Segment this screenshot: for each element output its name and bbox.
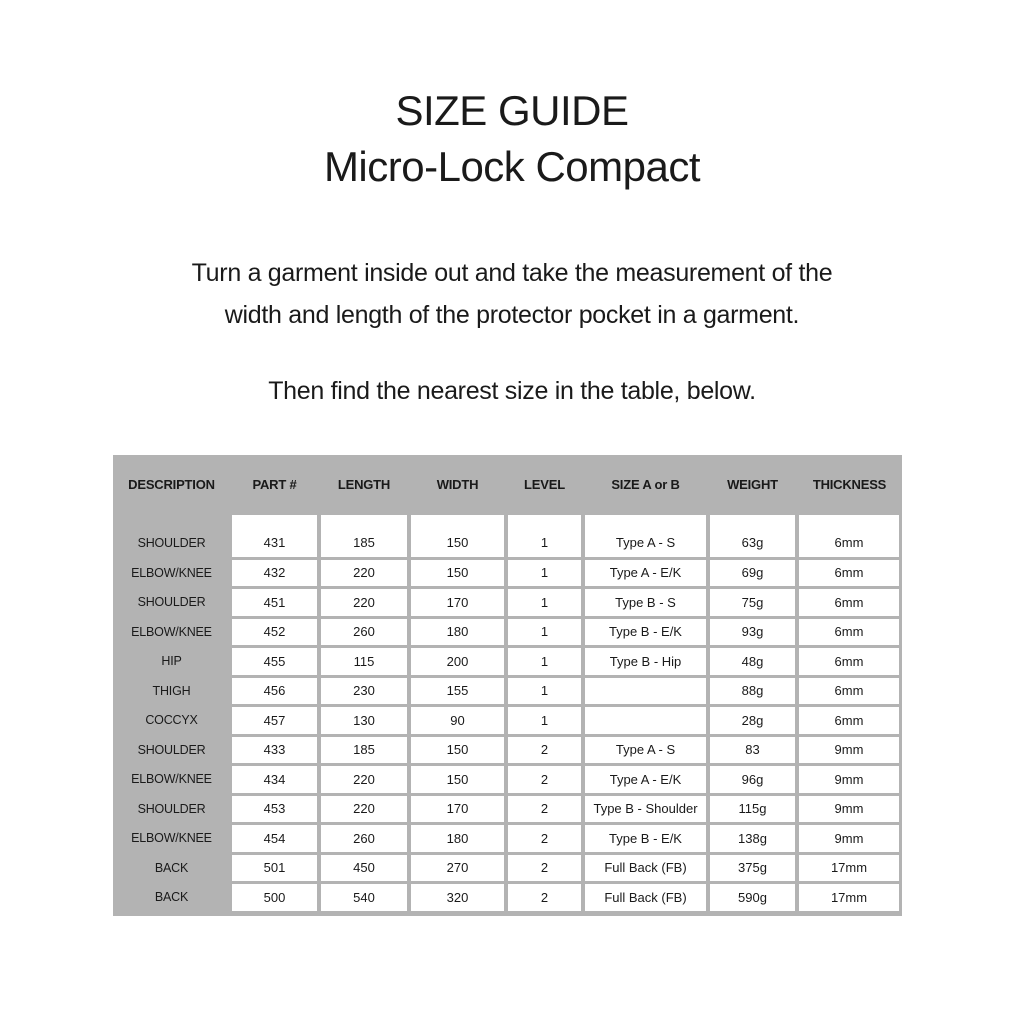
row-description: THIGH — [152, 683, 191, 698]
cell-part-number — [230, 794, 319, 824]
cell-size-a-or-b — [583, 513, 708, 558]
cell-value: 2 — [508, 766, 581, 793]
row-description: SHOULDER — [137, 535, 206, 550]
cell-value: 115 — [321, 648, 407, 675]
cell-value: 88g — [710, 678, 795, 705]
cell-size-a-or-b — [583, 588, 708, 618]
cell-value — [585, 707, 706, 734]
cell-value: 1 — [508, 560, 581, 587]
cell-value: 170 — [411, 589, 504, 616]
cell-thickness — [797, 676, 902, 706]
cell-value: 451 — [232, 589, 317, 616]
cell-value: 454 — [232, 825, 317, 852]
cell-level — [506, 794, 583, 824]
cell-value: Type B - E/K — [585, 825, 706, 852]
cell-value: 433 — [232, 737, 317, 764]
cell-value: 6mm — [799, 560, 899, 587]
cell-value: 2 — [508, 796, 581, 823]
cell-weight — [708, 706, 797, 736]
cell-size-a-or-b — [583, 706, 708, 736]
cell-width — [409, 676, 506, 706]
cell-value: 375g — [710, 855, 795, 882]
cell-value: 432 — [232, 560, 317, 587]
cell-size-a-or-b — [583, 558, 708, 588]
cell-value: 185 — [321, 737, 407, 764]
cell-part-number — [230, 558, 319, 588]
cell-level — [506, 617, 583, 647]
row-description: ELBOW/KNEE — [131, 565, 212, 580]
cell-size-a-or-b — [583, 617, 708, 647]
cell-value: 320 — [411, 884, 504, 911]
cell-value: 75g — [710, 589, 795, 616]
cell-length — [319, 883, 409, 913]
cell-value: 155 — [411, 678, 504, 705]
cell-value: Type B - E/K — [585, 619, 706, 646]
cell-value: 220 — [321, 560, 407, 587]
cell-width — [409, 647, 506, 677]
cell-value: 83 — [710, 737, 795, 764]
cell-value: 63g — [710, 515, 795, 557]
find-size-text: Then find the nearest size in the table, below. — [268, 377, 756, 405]
cell-value: Type A - S — [585, 515, 706, 557]
cell-weight — [708, 853, 797, 883]
cell-value: 220 — [321, 766, 407, 793]
cell-value: 2 — [508, 855, 581, 882]
cell-size-a-or-b — [583, 765, 708, 795]
cell-length — [319, 824, 409, 854]
cell-length — [319, 794, 409, 824]
cell-part-number — [230, 765, 319, 795]
cell-weight — [708, 824, 797, 854]
cell-value: 17mm — [799, 855, 899, 882]
cell-value: 260 — [321, 825, 407, 852]
cell-value: 2 — [508, 737, 581, 764]
cell-thickness — [797, 513, 902, 558]
cell-size-a-or-b — [583, 794, 708, 824]
cell-thickness — [797, 558, 902, 588]
cell-level — [506, 824, 583, 854]
row-description: BACK — [154, 860, 189, 875]
cell-weight — [708, 676, 797, 706]
cell-width — [409, 617, 506, 647]
cell-value: 90 — [411, 707, 504, 734]
cell-size-a-or-b — [583, 824, 708, 854]
cell-value: 150 — [411, 737, 504, 764]
cell-thickness — [797, 853, 902, 883]
cell-value: 48g — [710, 648, 795, 675]
cell-value: 1 — [508, 707, 581, 734]
cell-value: 6mm — [799, 707, 899, 734]
cell-part-number — [230, 883, 319, 913]
row-description: SHOULDER — [137, 801, 206, 816]
cell-part-number — [230, 735, 319, 765]
cell-value: Full Back (FB) — [585, 855, 706, 882]
cell-value: 150 — [411, 515, 504, 557]
cell-value: 9mm — [799, 766, 899, 793]
cell-value: 500 — [232, 884, 317, 911]
cell-weight — [708, 794, 797, 824]
cell-weight — [708, 883, 797, 913]
page-title: SIZE GUIDE — [395, 87, 629, 134]
cell-value: 501 — [232, 855, 317, 882]
cell-thickness — [797, 794, 902, 824]
cell-value: Full Back (FB) — [585, 884, 706, 911]
column-header-part-number: PART # — [252, 476, 297, 492]
cell-weight — [708, 513, 797, 558]
cell-value: Type B - S — [585, 589, 706, 616]
cell-value: 150 — [411, 560, 504, 587]
cell-length — [319, 676, 409, 706]
cell-value: Type A - E/K — [585, 766, 706, 793]
cell-length — [319, 765, 409, 795]
cell-weight — [708, 647, 797, 677]
cell-thickness — [797, 883, 902, 913]
cell-value: 28g — [710, 707, 795, 734]
cell-level — [506, 513, 583, 558]
row-description: ELBOW/KNEE — [131, 624, 212, 639]
cell-value: 180 — [411, 619, 504, 646]
row-description: COCCYX — [145, 713, 198, 728]
cell-length — [319, 735, 409, 765]
cell-value: 1 — [508, 589, 581, 616]
cell-value: 450 — [321, 855, 407, 882]
cell-value: 270 — [411, 855, 504, 882]
column-header-width: WIDTH — [436, 476, 479, 492]
cell-value: 130 — [321, 707, 407, 734]
cell-width — [409, 588, 506, 618]
row-description: BACK — [154, 890, 189, 905]
cell-part-number — [230, 706, 319, 736]
cell-level — [506, 588, 583, 618]
cell-value: 453 — [232, 796, 317, 823]
cell-value: 1 — [508, 619, 581, 646]
cell-thickness — [797, 765, 902, 795]
cell-level — [506, 676, 583, 706]
cell-value: 6mm — [799, 648, 899, 675]
row-description: ELBOW/KNEE — [131, 831, 212, 846]
cell-length — [319, 853, 409, 883]
cell-thickness — [797, 647, 902, 677]
cell-weight — [708, 617, 797, 647]
cell-part-number — [230, 513, 319, 558]
column-header-length: LENGTH — [337, 476, 391, 492]
cell-width — [409, 558, 506, 588]
cell-width — [409, 853, 506, 883]
cell-weight — [708, 558, 797, 588]
cell-level — [506, 647, 583, 677]
column-header-description: DESCRIPTION — [128, 476, 215, 492]
cell-part-number — [230, 853, 319, 883]
cell-size-a-or-b — [583, 647, 708, 677]
instruction-line-1: Turn a garment inside out and take the measurement of the — [191, 259, 833, 287]
cell-part-number — [230, 676, 319, 706]
cell-level — [506, 558, 583, 588]
cell-value: 6mm — [799, 619, 899, 646]
row-description: HIP — [161, 654, 182, 669]
row-description: SHOULDER — [137, 742, 206, 757]
column-header-thickness: THICKNESS — [812, 476, 887, 492]
cell-size-a-or-b — [583, 676, 708, 706]
cell-size-a-or-b — [583, 735, 708, 765]
cell-value: 9mm — [799, 737, 899, 764]
cell-value: 457 — [232, 707, 317, 734]
cell-value: 138g — [710, 825, 795, 852]
cell-value: 6mm — [799, 678, 899, 705]
cell-length — [319, 706, 409, 736]
cell-level — [506, 883, 583, 913]
cell-value: 230 — [321, 678, 407, 705]
cell-value: 431 — [232, 515, 317, 557]
cell-width — [409, 824, 506, 854]
page-subtitle: Micro-Lock Compact — [323, 143, 701, 190]
cell-value: 2 — [508, 884, 581, 911]
cell-value: Type A - E/K — [585, 560, 706, 587]
cell-weight — [708, 588, 797, 618]
row-description: SHOULDER — [137, 595, 206, 610]
cell-value: 2 — [508, 825, 581, 852]
cell-value: 260 — [321, 619, 407, 646]
cell-value: 9mm — [799, 796, 899, 823]
cell-thickness — [797, 735, 902, 765]
cell-value — [585, 678, 706, 705]
cell-weight — [708, 735, 797, 765]
cell-value: 180 — [411, 825, 504, 852]
cell-length — [319, 588, 409, 618]
cell-width — [409, 735, 506, 765]
cell-value: 150 — [411, 766, 504, 793]
cell-width — [409, 883, 506, 913]
cell-width — [409, 513, 506, 558]
cell-thickness — [797, 588, 902, 618]
cell-value: 456 — [232, 678, 317, 705]
cell-level — [506, 706, 583, 736]
cell-size-a-or-b — [583, 853, 708, 883]
cell-value: 452 — [232, 619, 317, 646]
cell-length — [319, 558, 409, 588]
column-header-size-a-or-b: SIZE A or B — [611, 476, 680, 492]
cell-value: 17mm — [799, 884, 899, 911]
cell-level — [506, 735, 583, 765]
cell-value: 220 — [321, 589, 407, 616]
cell-value: 1 — [508, 648, 581, 675]
cell-part-number — [230, 824, 319, 854]
cell-value: 6mm — [799, 515, 899, 557]
cell-value: 455 — [232, 648, 317, 675]
cell-value: 540 — [321, 884, 407, 911]
row-description: ELBOW/KNEE — [131, 772, 212, 787]
column-header-level: LEVEL — [524, 476, 565, 492]
cell-value: Type B - Shoulder — [585, 796, 706, 823]
cell-value: 96g — [710, 766, 795, 793]
cell-value: Type A - S — [585, 737, 706, 764]
cell-value: 170 — [411, 796, 504, 823]
cell-width — [409, 794, 506, 824]
column-header-weight: WEIGHT — [727, 476, 778, 492]
cell-size-a-or-b — [583, 883, 708, 913]
cell-value: 9mm — [799, 825, 899, 852]
cell-part-number — [230, 617, 319, 647]
cell-value: 220 — [321, 796, 407, 823]
cell-thickness — [797, 824, 902, 854]
cell-length — [319, 647, 409, 677]
cell-value: 69g — [710, 560, 795, 587]
cell-value: 6mm — [799, 589, 899, 616]
cell-value: 185 — [321, 515, 407, 557]
cell-value: Type B - Hip — [585, 648, 706, 675]
cell-value: 1 — [508, 678, 581, 705]
cell-length — [319, 513, 409, 558]
instruction-text — [0, 252, 1024, 336]
cell-weight — [708, 765, 797, 795]
cell-value: 115g — [710, 796, 795, 823]
cell-value: 93g — [710, 619, 795, 646]
cell-width — [409, 765, 506, 795]
cell-level — [506, 765, 583, 795]
cell-thickness — [797, 617, 902, 647]
cell-part-number — [230, 588, 319, 618]
instruction-line-2: width and length of the protector pocket in a garment. — [224, 301, 800, 329]
cell-part-number — [230, 647, 319, 677]
cell-value: 200 — [411, 648, 504, 675]
size-table — [113, 455, 902, 916]
cell-level — [506, 853, 583, 883]
cell-width — [409, 706, 506, 736]
cell-value: 1 — [508, 515, 581, 557]
cell-value: 434 — [232, 766, 317, 793]
cell-value: 590g — [710, 884, 795, 911]
cell-length — [319, 617, 409, 647]
cell-thickness — [797, 706, 902, 736]
